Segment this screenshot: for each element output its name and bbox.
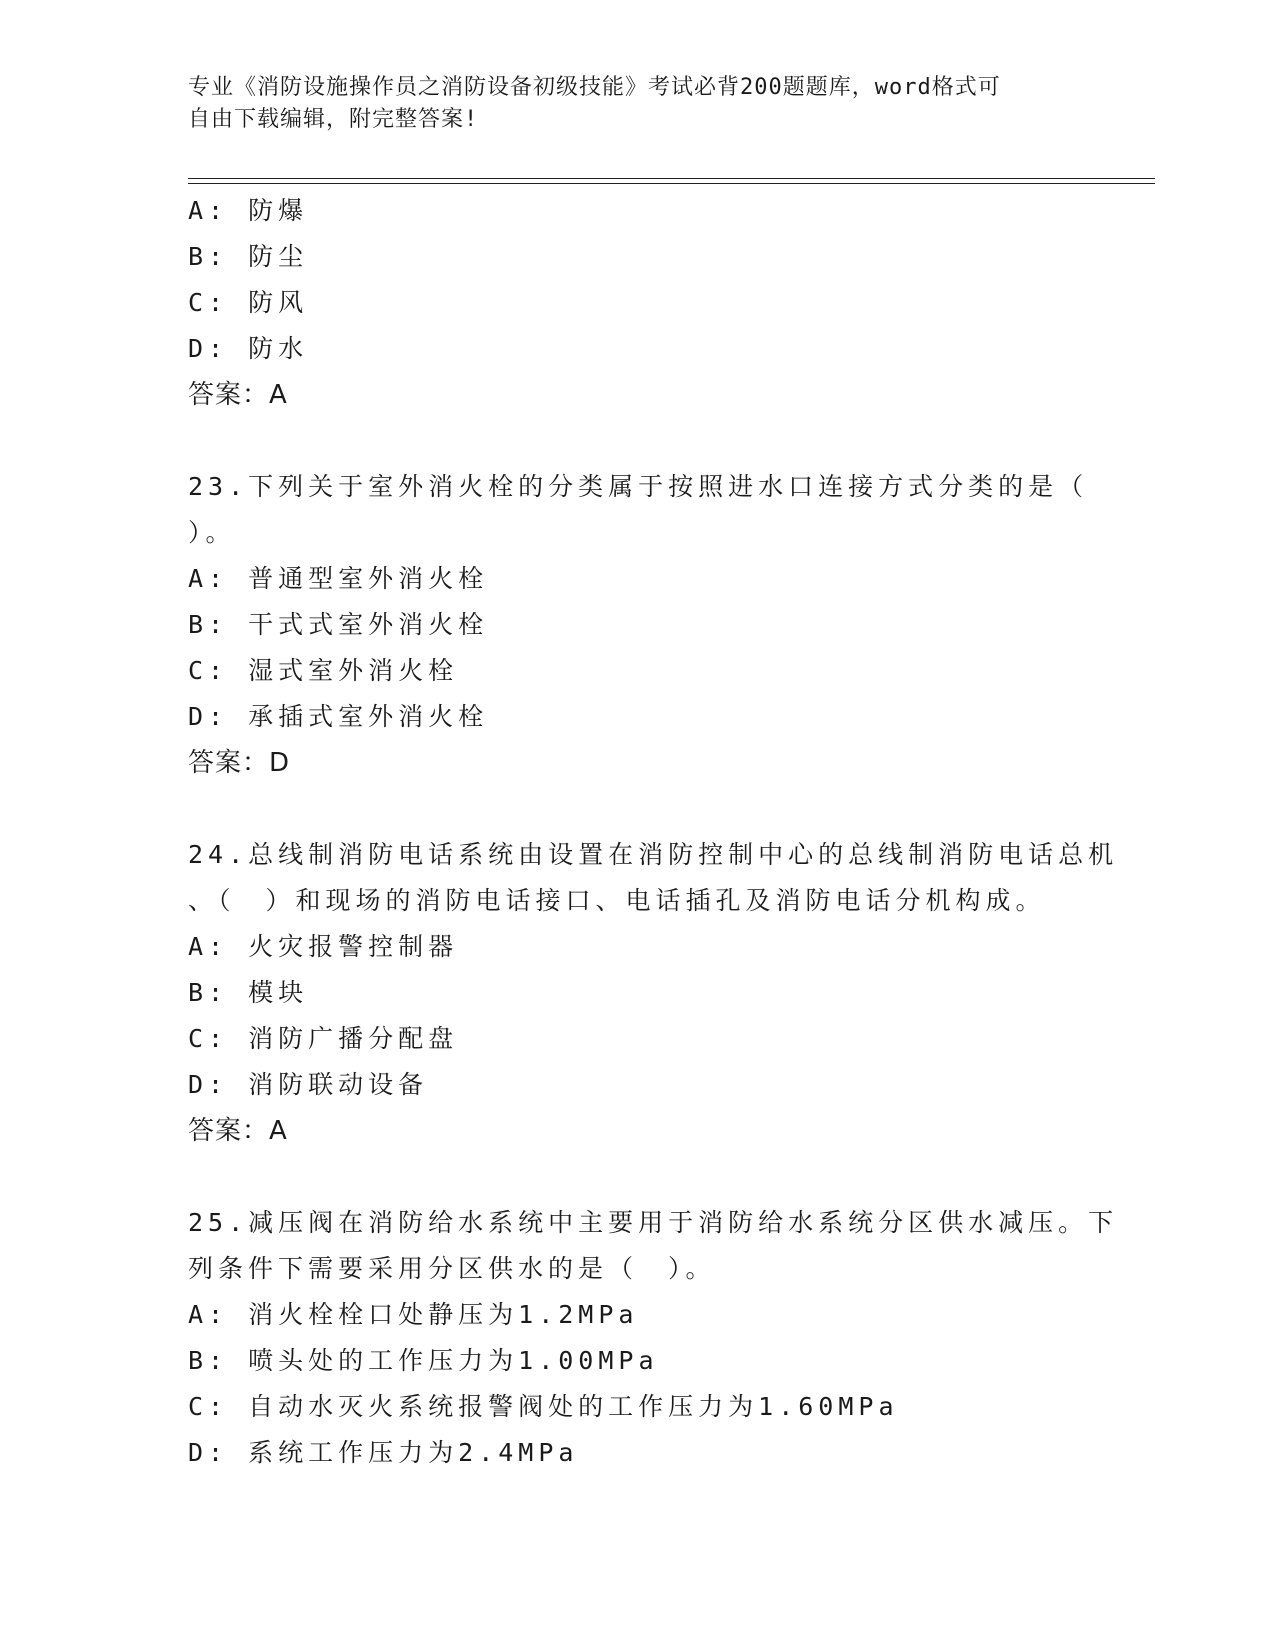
question-stem: ）。 [188,518,236,547]
option-a: A: 消火栓栓口处静压为1.2MPa [188,1300,639,1329]
header-divider [188,178,1155,184]
option-b: B: 模块 [188,978,309,1007]
option-d: D: 承插式室外消火栓 [188,702,489,731]
page-header [188,72,1088,136]
option-b: B: 喷头处的工作压力为1.00MPa [188,1346,659,1375]
option-d: D: 消防联动设备 [188,1070,429,1099]
question-24 [188,832,1119,1154]
question-23 [188,464,1088,786]
option-b: B: 干式式室外消火栓 [188,610,489,639]
question-stem: 、（ ）和现场的消防电话接口、电话插孔及消防电话分机构成。 [188,886,1046,915]
option-d: D: 系统工作压力为2.4MPa [188,1438,579,1467]
option-c: C: 消防广播分配盘 [188,1024,459,1053]
header-line-1: 专业《消防设施操作员之消防设备初级技能》考试必背200题题库，word格式可 [188,75,1001,100]
option-c: C: 防风 [188,288,309,317]
option-a: A: 普通型室外消火栓 [188,564,489,593]
option-c: C: 自动水灭火系统报警阀处的工作压力为1.60MPa [188,1392,899,1421]
option-d: D: 防水 [188,334,309,363]
question-stem: 列条件下需要采用分区供水的是（ ）。 [188,1254,716,1283]
document-body [188,188,1119,1476]
question-25 [188,1200,1119,1476]
answer-line: 答案：D [188,748,291,778]
question-22-tail [188,188,1088,418]
answer-line: 答案：A [188,1116,288,1146]
option-b: B: 防尘 [188,242,309,271]
option-a: A: 防爆 [188,196,309,225]
option-c: C: 湿式室外消火栓 [188,656,459,685]
header-line-2: 自由下载编辑，附完整答案! [188,107,479,132]
question-stem: 23.下列关于室外消火栓的分类属于按照进水口连接方式分类的是（ [188,472,1089,501]
option-a: A: 火灾报警控制器 [188,932,459,961]
question-stem: 24.总线制消防电话系统由设置在消防控制中心的总线制消防电话总机 [188,840,1119,869]
answer-line: 答案：A [188,380,288,410]
question-stem: 25.减压阀在消防给水系统中主要用于消防给水系统分区供水减压。下 [188,1208,1119,1237]
